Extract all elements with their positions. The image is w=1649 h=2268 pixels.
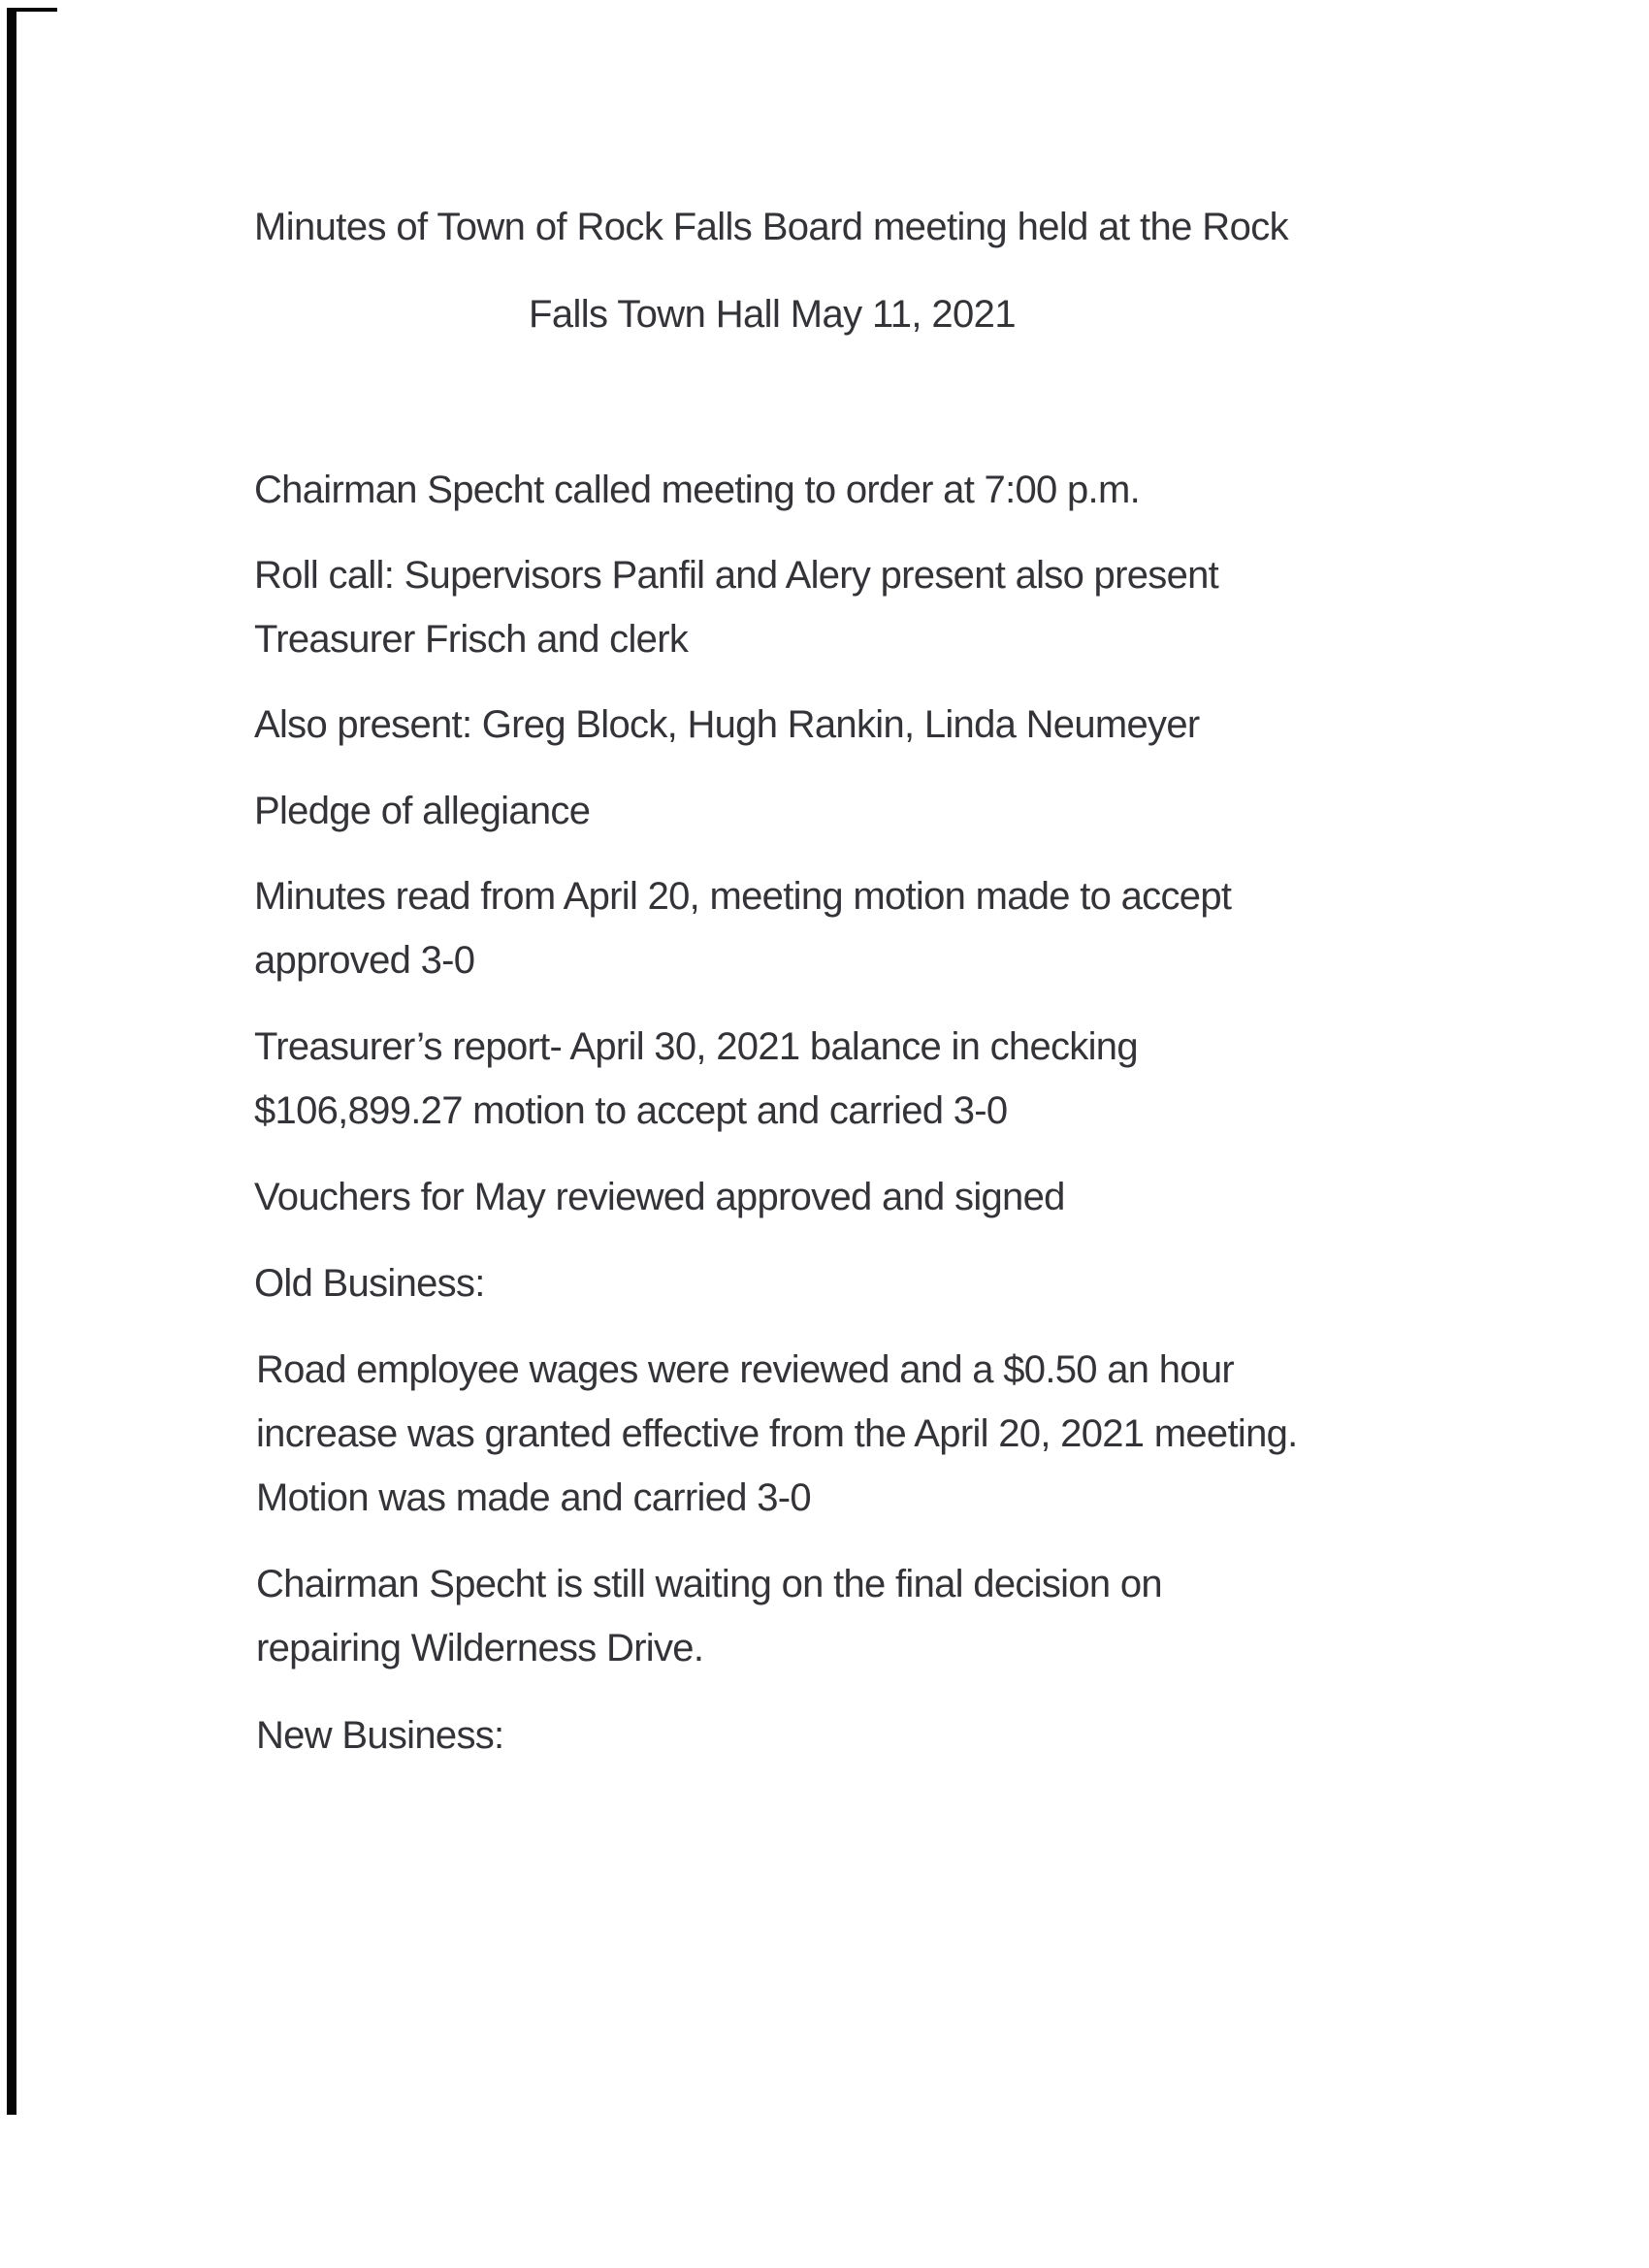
paragraph-line: Treasurer Frisch and clerk — [254, 618, 689, 661]
scan-border-left — [7, 8, 16, 2115]
paragraph-vouchers — [254, 1165, 1065, 1229]
paragraph-line: Also present: Greg Block, Hugh Rankin, Linda Neumeyer — [254, 703, 1200, 746]
paragraph-line: Chairman Specht called meeting to order at 7:00 p.m. — [254, 469, 1140, 511]
heading-old-business — [254, 1251, 485, 1315]
paragraph-line: Vouchers for May reviewed approved and signed — [254, 1176, 1065, 1218]
heading-new-business — [256, 1703, 503, 1767]
paragraph-call-to-order — [254, 458, 1140, 522]
paragraph-line: Old Business: — [254, 1262, 485, 1305]
paragraph-treasurers-report — [254, 1015, 1138, 1143]
paragraph-wilderness-drive — [256, 1552, 1162, 1680]
paragraph-line: repairing Wilderness Drive. — [256, 1627, 704, 1669]
paragraph-pledge — [254, 779, 590, 843]
paragraph-line: Treasurer’s report- April 30, 2021 balance in checking — [254, 1025, 1138, 1068]
paragraph-also-present — [254, 693, 1200, 757]
paragraph-minutes-read — [254, 864, 1231, 992]
paragraph-line: $106,899.27 motion to accept and carried 3-0 — [254, 1089, 1008, 1132]
paragraph-line: Road employee wages were reviewed and a $0.50 an hour — [256, 1348, 1235, 1391]
paragraph-roll-call — [254, 543, 1218, 671]
scan-border-top — [7, 8, 57, 12]
document-title-line-2: Falls Town Hall May 11, 2021 — [529, 293, 1016, 336]
paragraph-line: Chairman Specht is still waiting on the final decision on — [256, 1563, 1162, 1605]
paragraph-road-wages — [256, 1338, 1298, 1530]
paragraph-line: Minutes read from April 20, meeting motion made to accept — [254, 875, 1232, 918]
paragraph-line: New Business: — [256, 1714, 504, 1757]
document-title-line-1: Minutes of Town of Rock Falls Board meeting held at the Rock — [254, 206, 1289, 248]
paragraph-line: increase was granted effective from the April 20, 2021 meeting. — [256, 1412, 1298, 1455]
paragraph-line: Motion was made and carried 3-0 — [256, 1476, 811, 1519]
paragraph-line: Pledge of allegiance — [254, 790, 591, 832]
paragraph-line: Roll call: Supervisors Panfil and Alery present also present — [254, 554, 1219, 597]
paragraph-line: approved 3-0 — [254, 939, 475, 982]
